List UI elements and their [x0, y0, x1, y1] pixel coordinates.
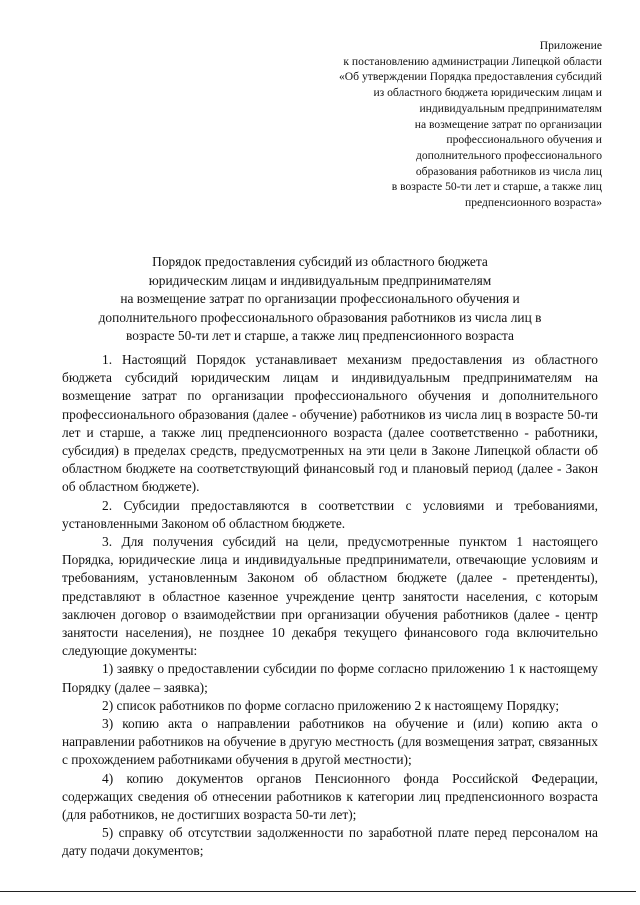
document-body — [62, 351, 598, 861]
list-item-3: 3) копию акта о направлении работников на обучение и (или) копию акта о направлении работников на обучение в другую местность (для возмещения затрат, связанных с прохождением работниками обучения в другой местности); — [62, 716, 598, 768]
bottom-divider — [0, 891, 636, 892]
appendix-line: из областного бюджета юридическим лицам и — [373, 86, 602, 100]
list-item-2: 2) список работников по форме согласно приложению 2 к настоящему Порядку; — [102, 697, 560, 713]
paragraph-1: 1. Настоящий Порядок устанавливает механизм предоставления из областного бюджета субсидий юридическим лицам и индивидуальным предпринимателям на возмещение затрат по организации профессионального обучения и дополнительного профессионального образования (далее - обучение) работников из числа лиц в возрасте 50-ти лет и старше, а также лиц предпенсионного возраста (далее соответственно - работники, субсидия) в пределах средств, предусмотренных на эти цели в Законе Липецкой области об областном бюджете на соответствующий финансовый год и плановый период (далее - Закон об областном бюджете). — [62, 352, 598, 495]
title-line: юридическим лицам и индивидуальным предпринимателям — [148, 272, 492, 288]
appendix-line: к постановлению администрации Липецкой области — [343, 54, 602, 68]
appendix-line: Приложение — [539, 39, 602, 52]
appendix-line: профессионального обучения и — [446, 133, 602, 147]
appendix-line: «Об утверждении Порядка предоставления субсидий — [338, 70, 602, 84]
appendix-header — [282, 38, 602, 211]
document-title — [60, 253, 580, 346]
list-item-1: 1) заявку о предоставлении субсидии по форме согласно приложению 1 к настоящему Порядку (далее – заявка); — [62, 661, 598, 695]
list-item-5: 5) справку об отсутствии задолженности по заработной плате перед персоналом на дату подачи документов; — [62, 825, 598, 859]
title-line: Порядок предоставления субсидий из областного бюджета — [152, 254, 488, 269]
appendix-line: на возмещение затрат по организации — [414, 117, 602, 131]
paragraph-2: 2. Субсидии предоставляются в соответствии с условиями и требованиями, установленными Законом об областном бюджете. — [62, 497, 598, 531]
paragraph-3: 3. Для получения субсидий на цели, предусмотренные пунктом 1 настоящего Порядка, юридические лица и индивидуальные предприниматели, отвечающие условиям и требованиям, установленным Законом об областном бюджете (далее - претенденты), представляют в областное казенное учреждение центр занятости населения, с которым заключен договор о взаимодействии при организации обучения работников (далее - центр занятости населения), не позднее 10 декабря текущего финансового года включительно следующие документы: — [62, 534, 598, 659]
appendix-line: в возрасте 50-ти лет и старше, а также лиц — [391, 180, 602, 194]
title-line: на возмещение затрат по организации профессионального обучения и — [120, 291, 520, 307]
appendix-line: индивидуальным предпринимателям — [419, 101, 602, 115]
title-line: дополнительного профессионального образования работников из числа лиц в — [98, 309, 542, 325]
appendix-line: предпенсионного возраста» — [465, 196, 602, 210]
title-line: возрасте 50-ти лет и старше, а также лиц предпенсионного возраста — [125, 328, 515, 344]
appendix-line: дополнительного профессионального — [415, 148, 602, 162]
appendix-line: образования работников из числа лиц — [415, 164, 602, 178]
list-item-4: 4) копию документов органов Пенсионного фонда Российской Федерации, содержащих сведения об отнесении работников к категории лиц предпенсионного возраста (для работников, не достигших возраста 50-ти лет); — [62, 770, 598, 823]
